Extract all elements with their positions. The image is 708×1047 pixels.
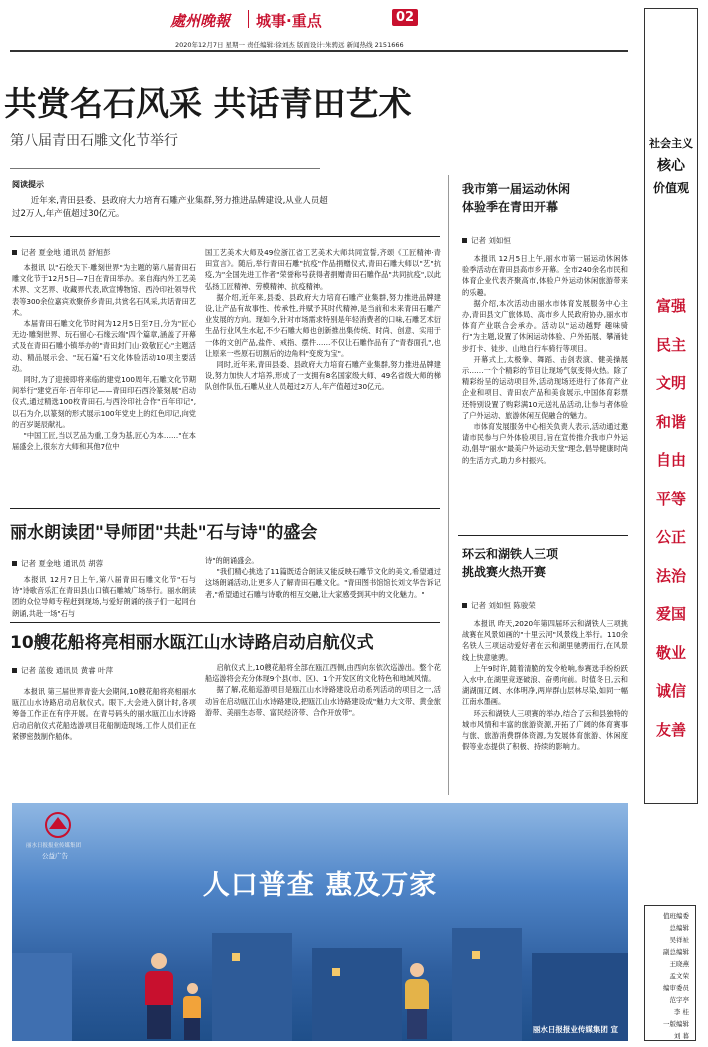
value-item: 敬业 <box>655 643 686 662</box>
building-shape <box>212 933 292 1041</box>
ad-logo <box>36 811 80 843</box>
value-item: 公正 <box>655 528 686 546</box>
right2-body <box>462 618 628 752</box>
lead-end-rule <box>10 508 440 509</box>
byline-marker-icon <box>462 603 467 608</box>
right1-end-rule <box>458 535 628 536</box>
story2-col-2 <box>205 555 441 600</box>
credit-line: 王晓燕 <box>669 960 689 968</box>
story2-paragraph: 本报讯 12月7日上午,第八届青田石雕文化节"石与诗"诗歌音乐汇在青田县山口镇石雕城广场举行。丽水朗读团的众位导师专程赶到现场,与爱好朗诵的孩子们一起同台朗诵,共赴一场"石与 <box>12 575 196 618</box>
story2-byline <box>12 558 103 569</box>
story2-headline: 丽水朗读团"导师团"共赴"石与诗"的盛会 <box>10 523 318 543</box>
page-number: 02 <box>392 9 418 26</box>
right2-headline <box>462 545 558 581</box>
value-item: 友善 <box>655 720 686 739</box>
value-item: 和谐 <box>655 412 686 431</box>
lead-paragraph: 国工艺美术大师及49位浙江省工艺美术大师共同宣誓,齐颂《工匠精神·青田宣言》。随后,举行青田石雕"抗疫"作品捐赠仪式,青田石雕大师以"艺"抗疫,为"全国先进工作者"荣誉称号获得者捐赠青田石雕作品"共同抗疫",以此弘扬工匠精神、劳模精神、抗疫精神。 <box>205 248 441 291</box>
column-divider <box>448 175 449 795</box>
core-values-slogan <box>645 133 697 199</box>
ad-tag: 公益广告 <box>42 852 68 860</box>
credits-box <box>644 905 696 1041</box>
ad-footer: 丽水日报报业传媒集团 宣 <box>532 1025 618 1034</box>
lead-rule <box>10 168 320 169</box>
lead-col-1 <box>12 262 196 452</box>
right2-headline-line: 挑战赛火热开赛 <box>462 565 547 579</box>
lead-paragraph: 本报讯 以"石绘天下·雕刻世界"为主题的第八届青田石雕文化节于12月5日—7日在青田举办。来自海内外工艺美术界、文艺界、收藏界代表,欧宣博物馆、西泠印社领导代表等300余位嘉宾欢聚侨乡青田,共赏名石风采,共话青田艺术。 <box>12 263 196 317</box>
building-shape <box>312 948 402 1041</box>
ad-logo-text: 丽水日报报业传媒集团 <box>26 843 82 849</box>
story3-byline-text: 记者 蓝俊 通讯员 黄睿 叶萍 <box>21 666 114 675</box>
value-item: 爱国 <box>655 605 686 623</box>
right2-paragraph: 本报讯 昨天,2020年第四届环云和湖铁人三项挑战赛在风景如画的"十里云河"风景线上举行。110余名铁人三项运动爱好者在云和湖里驰骋而行,在风景线上快意驰骋。 <box>462 619 628 662</box>
lead-paragraph: 同时,为了迎接即将来临的建党100周年,石雕文化节期间举行"建党百年·百年印记——青田印石西泠篆刻展"启动仪式,通过精选100枚青田石,与西泠印社合作"百年印记",以石为介,以篆刻的形式展示100年党史上的红色印记,向党的百岁诞辰献礼。 <box>12 375 196 429</box>
person-figure <box>140 953 178 1041</box>
credit-line: 刘 暮 <box>673 1032 689 1040</box>
lead-paragraph: "中国工匠,当以艺品为重,工身为基,匠心为本……"在本届盛会上,很东方大师和其他7位中 <box>12 431 196 452</box>
slogan-line: 价值观 <box>652 181 689 195</box>
reading-tip-text: 近年来,青田县委、县政府大力培育石雕产业集群,努力推进品牌建设,从业人员超过2万人,年产值超过30亿元。 <box>12 196 328 219</box>
credit-line: 编审委员 <box>663 984 689 992</box>
slogan-line: 核心 <box>657 158 685 174</box>
story2-col-1 <box>12 574 196 619</box>
story2-byline-text: 记者 夏金地 通讯员 胡蓉 <box>21 559 104 568</box>
story3-col-2 <box>205 662 441 718</box>
right2-paragraph: 环云和湖铁人三项赛的举办,结合了云和县独特的城市风情和丰富的旅游资源,开拓了广阔的体育赛事与旅、旅游消费群体资源,为发展体育旅游、休闲度假等业态提供了积极、持续的影响力。 <box>462 708 628 752</box>
byline-marker-icon <box>12 561 17 566</box>
credit-line: 一版编辑 <box>663 1020 689 1028</box>
ad-logo-icon <box>36 811 80 843</box>
right1-paragraph: 开幕式上,太极拳、舞蹈、击剑表演、健美操展示……一个个精彩的节目让现场气氛变得火热。除了精彩纷呈的运动项目外,活动现场还进行了体育产业企业和项目、青田农产品和美食展示,中国体育彩票还特别设置了购彩满10元送礼品活动,让参与者体验了户外运动、旅游休闲互促融合的魅力。 <box>462 354 628 420</box>
lead-paragraph: 据介绍,近年来,县委、县政府大力培育石雕产业集群,努力推进品牌建设,让产品有故事性、传承性,并赋予其时代精神,是当前和未来青田石雕产业发展的方向。现如今,针对市场需求特别是年轻消费者的口味,石雕艺术衍生品行业风生水起,不少石雕大师也创新推出集传统、时尚、创意、实用于一体的文创产品,盐件、戒指、摆件……不仅让石雕作品有了"青春面孔",也让原来一些原石切割后的边角料"变废为宝"。 <box>205 292 441 358</box>
byline-marker-icon <box>12 250 17 255</box>
story2-paragraph: 诗"的朗诵盛会。 <box>205 556 259 565</box>
lead-byline-text: 记者 夏金地 通讯员 舒旭彭 <box>21 248 111 257</box>
value-item: 富强 <box>655 297 686 315</box>
story3-paragraph: 本报讯 第三届世界青瓷大会期间,10艘花船将亮相丽水瓯江山水诗路启动启航仪式。眼下,大会进入倒计时,各项筹备工作正在有序开展。在青号码头的丽水瓯江山水诗路启动启航仪式花船选游项目花船制造现场,工作人员们正在紧锣密鼓制作船体。 <box>12 687 196 741</box>
person-figure <box>180 983 204 1041</box>
window-light <box>232 953 240 961</box>
lead-byline <box>12 247 111 258</box>
lead-paragraph: 同时,近年来,青田县委、县政府大力培育石雕产业集群,努力推进品牌建设,努力加快人才培养,形成了一支拥有8名国家级大师、49名省级大师的梯队创作队伍,石雕从业人员超过2万人,年产值超过30亿元。 <box>205 360 441 392</box>
byline-marker-icon <box>12 668 17 673</box>
value-item: 法治 <box>655 566 686 585</box>
credit-line: 范宇亭 <box>669 996 689 1004</box>
right1-byline <box>462 235 511 246</box>
slogan-line: 社会主义 <box>649 137 693 150</box>
core-values-box <box>644 8 698 804</box>
credit-line: 孟文荣 <box>669 972 689 980</box>
byline-marker-icon <box>462 238 467 243</box>
lead-subhead: 第八届青田石雕文化节举行 <box>10 133 178 149</box>
paper-name: 處州晚報 <box>170 12 231 30</box>
reading-tip-label: 阅读提示 <box>12 180 44 189</box>
value-item: 平等 <box>655 489 686 508</box>
story3-byline <box>12 665 113 676</box>
right1-paragraph: 市体育发展服务中心相关负责人表示,活动通过邀请市民参与户外体验项目,旨在宣传推介我市户外运动,倡导"丽水"最美户外运动天堂"理念,倡导健康时尚的生活方式,助力乡村振兴。 <box>462 422 628 465</box>
section-title: 城事·重点 <box>256 12 322 30</box>
right2-headline-line: 环云和湖铁人三项 <box>462 547 559 561</box>
value-item: 民主 <box>655 335 686 354</box>
right1-byline-text: 记者 刘如恒 <box>471 236 511 245</box>
window-light <box>472 951 480 959</box>
building-shape <box>12 953 72 1041</box>
lead-col-2 <box>205 247 441 393</box>
masthead-divider <box>248 10 249 28</box>
story3-paragraph: 启航仪式上,10艘花船将全部在瓯江西侧,由西向东依次巡游出。整个花船巡游将会充分体现9个县(市、区)、1个开发区的文化特色和地域风情。 <box>205 663 441 684</box>
right2-byline-text: 记者 刘如恒 陈骏荣 <box>471 601 536 610</box>
credit-line: 吴祥祉 <box>669 936 689 944</box>
right1-headline-line: 体验季在青田开幕 <box>462 200 559 214</box>
lead-headline: 共赏名石风采 共话青田艺术 <box>4 84 412 123</box>
ad-slogan: 人口普查 惠及万家 <box>202 870 438 901</box>
lead-paragraph: 本届青田石雕文化节时间为12月5日至7日,分为"匠心无边·雕刻世界、玩石留心·石缘云端"四个篇章,涵盖了开幕式及在青田石雕小镇举办的"青田封门山·致敬匠心"主题活动、精品展示会、"玩石篇"石文化体验活动10项主要活动。 <box>12 319 196 373</box>
story3-col-1 <box>12 686 196 742</box>
credit-line: 副总编辑 <box>663 948 689 956</box>
public-ad-banner <box>12 803 628 1041</box>
credit-line: 总编辑 <box>669 924 689 932</box>
person-figure <box>400 963 434 1041</box>
story2-end-rule <box>10 622 440 623</box>
right2-byline <box>462 600 536 611</box>
right1-paragraph: 据介绍,本次活动由丽水市体育发展服务中心主办,青田县文广旅体局、高市乡人民政府协办,丽水市体育产业联合会承办。活动以"运动越野 趣味骑行"为主题,设置了休闲运动体验、户外拓展、攀涌徒步打卡、徒步、山地自行车骑行等项目。 <box>462 298 628 353</box>
masthead <box>170 6 440 36</box>
credit-line: 值班编委 <box>663 912 689 920</box>
story3-headline: 10艘花船将亮相丽水瓯江山水诗路启动启航仪式 <box>10 633 374 653</box>
right1-headline-line: 我市第一届运动休闲 <box>462 182 571 196</box>
value-item: 诚信 <box>655 682 686 700</box>
building-shape <box>452 928 522 1041</box>
credit-line: 李 桂 <box>673 1008 689 1016</box>
tip-rule <box>10 236 440 237</box>
window-light <box>332 968 340 976</box>
right2-paragraph: 上午9时许,随着清脆的发令枪响,参赛选手纷纷跃入水中,在湖里竞逐破浪、奋勇向前。时值冬日,云和湖湖面辽阔、水体明净,两岸群山层林尽染,如同一幅江南水墨画。 <box>462 663 628 707</box>
story3-paragraph: 据了解,花船巡游项目是瓯江山水诗路建设启动系列活动的项目之一,活动旨在启动瓯江山水诗路建设,把瓯江山水诗路建设成"魅力大文带、黄金旅游带、美丽生态带、富民经济带、合作开放带"。 <box>205 685 441 717</box>
masthead-meta: 2020年12月7日 星期一 责任编辑:徐刘杰 版面设计:朱骋远 新闻热线 2151666 <box>175 41 404 49</box>
right1-headline <box>462 180 570 216</box>
story2-paragraph: "我们精心挑选了11篇既适合朗读又能反映石雕节文化的美文,希望通过这场朗诵活动,让更多人了解青田石雕文化。"青田图书馆馆长刘文华告诉记者,"希望通过石雕与诗歌的相互交融,让大家感受到其中的文化魅力。" <box>205 567 441 599</box>
core-values-list <box>645 287 697 749</box>
top-rule <box>10 50 628 52</box>
right1-paragraph: 本报讯 12月5日上午,丽水市第一届运动休闲体验季活动在青田县高市乡开幕。全市240余名市民和体育企业代表齐聚高市,体验户外运动休闲旅游带来的乐趣。 <box>462 254 628 297</box>
value-item: 文明 <box>655 374 686 392</box>
value-item: 自由 <box>655 451 686 469</box>
right1-body <box>462 253 628 466</box>
